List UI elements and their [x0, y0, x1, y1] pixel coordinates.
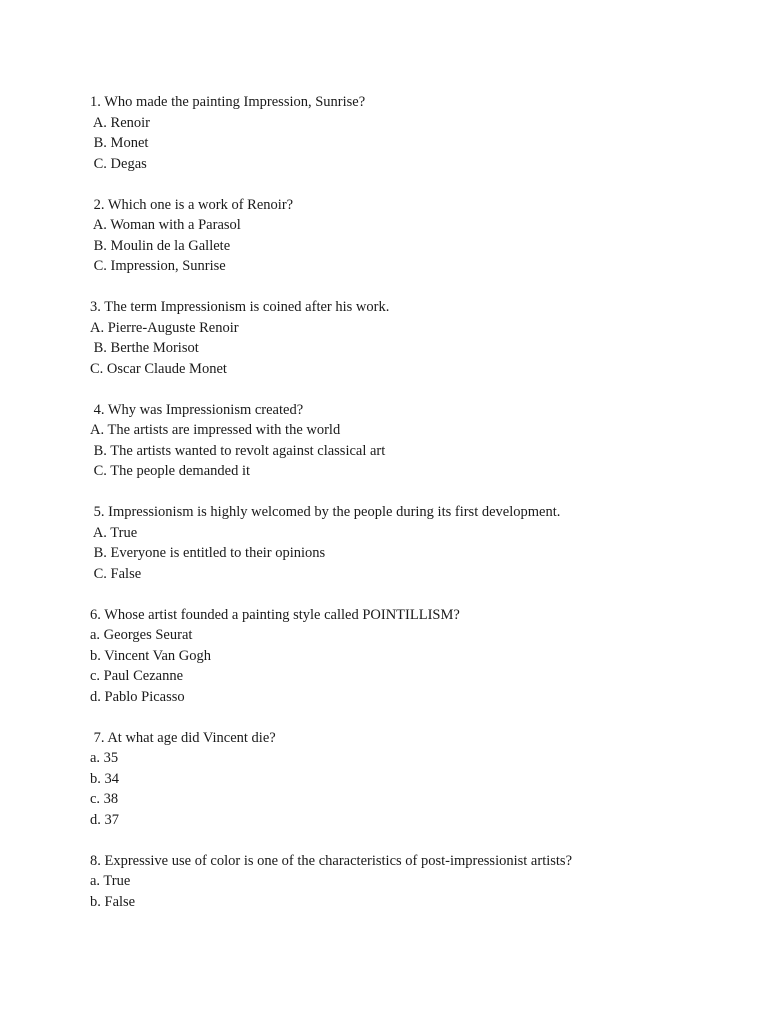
question-text: 6. Whose artist founded a painting style called POINTILLISM? [90, 606, 460, 623]
answer-option: C. Oscar Claude Monet [90, 360, 227, 377]
answer-option: A. The artists are impressed with the world [90, 422, 341, 438]
answer-option: C. Impression, Sunrise [90, 258, 226, 274]
answer-option: b. Vincent Van Gogh [90, 647, 212, 664]
question-text: 2. Which one is a work of Renoir? [90, 196, 294, 213]
question-3 [90, 297, 730, 379]
answer-option: A. True [90, 524, 138, 541]
question-6 [90, 605, 730, 708]
question-4 [90, 400, 730, 482]
question-text: 7. At what age did Vincent die? [90, 729, 276, 746]
question-text: 4. Why was Impressionism created? [90, 401, 304, 418]
question-text: 8. Expressive use of color is one of the characteristics of post-impressionist artists? [90, 852, 573, 869]
answer-option: b. 34 [90, 770, 119, 787]
question-7 [90, 728, 730, 831]
answer-option: a. Georges Seurat [90, 627, 193, 643]
answer-option: d. 37 [90, 811, 119, 828]
answer-option: C. The people demanded it [90, 463, 250, 479]
quiz-document [90, 92, 730, 933]
answer-option: a. 35 [90, 750, 119, 766]
answer-option: B. Moulin de la Gallete [90, 237, 231, 254]
question-text: 5. Impressionism is highly welcomed by the people during its first development. [90, 504, 561, 520]
answer-option: C. False [90, 565, 142, 582]
answer-option: d. Pablo Picasso [90, 688, 185, 705]
answer-option: A. Renoir [90, 114, 151, 131]
answer-option: B. The artists wanted to revolt against classical art [90, 442, 386, 459]
answer-option: A. Woman with a Parasol [90, 217, 241, 233]
answer-option: B. Everyone is entitled to their opinions [90, 545, 326, 561]
answer-option: C. Degas [90, 155, 147, 172]
answer-option: b. False [90, 893, 136, 910]
answer-option: c. Paul Cezanne [90, 668, 184, 684]
question-5 [90, 502, 730, 584]
question-1 [90, 92, 730, 174]
question-8 [90, 851, 730, 913]
question-text: 3. The term Impressionism is coined after his work. [90, 299, 390, 315]
question-text: 1. Who made the painting Impression, Sunrise? [90, 94, 366, 110]
answer-option: B. Monet [90, 135, 149, 151]
answer-option: A. Pierre-Auguste Renoir [90, 319, 239, 336]
answer-option: c. 38 [90, 791, 119, 807]
answer-option: B. Berthe Morisot [90, 340, 199, 356]
question-2 [90, 195, 730, 277]
answer-option: a. True [90, 873, 131, 889]
